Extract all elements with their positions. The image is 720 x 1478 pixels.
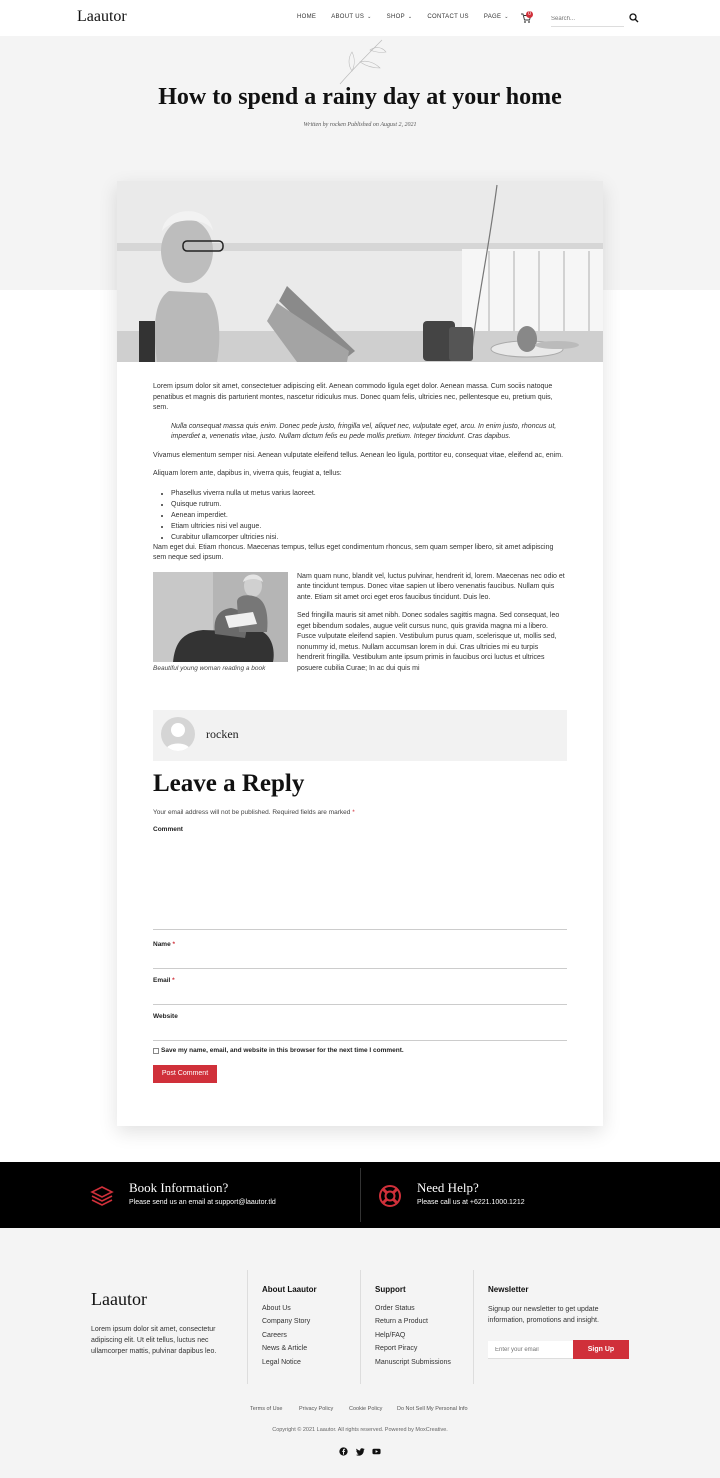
post-paragraph: Nam quam nunc, blandit vel, luctus pulvinar, hendrerit id, lorem. Maecenas nec odio et ante tincidunt tempus. Donec vitae sapien ut libero venenatis faucibus. Nullam quis ante. Etiam sit amet orci eget eros faucibus tincidunt. Duis leo. [297, 572, 565, 601]
list-item: • Aenean imperdiet. [171, 510, 567, 521]
website-label: Website [153, 1013, 178, 1020]
site-logo[interactable]: Laautor [77, 8, 127, 25]
leaf-decoration-icon [330, 38, 390, 88]
lifebuoy-icon [378, 1184, 402, 1208]
info-band [0, 1162, 720, 1228]
book-info-text: Please send us an email at support@laautor.tld [129, 1199, 276, 1206]
site-header [0, 0, 720, 36]
legal-link-terms[interactable]: Terms of Use [250, 1406, 283, 1412]
footer-about-title: About Laautor [262, 1285, 317, 1294]
footer-logo[interactable]: Laautor [91, 1289, 147, 1309]
footer-link-company-story[interactable]: Company Story [262, 1318, 311, 1325]
email-label-text: Email [153, 977, 171, 984]
footer-link-legal[interactable]: Legal Notice [262, 1359, 301, 1366]
name-field[interactable] [153, 955, 567, 969]
help-title: Need Help? [417, 1180, 479, 1195]
legal-link-privacy[interactable]: Privacy Policy [299, 1406, 334, 1412]
post-card [117, 181, 603, 1126]
nav-page-label: PAGE [483, 14, 502, 20]
author-box [153, 710, 567, 761]
post-paragraph: Aliquam lorem ante, dapibus in, viverra quis, feugiat a, tellus: [153, 470, 342, 477]
cart-count-badge: 0 [526, 11, 533, 18]
twitter-icon[interactable] [356, 1447, 365, 1456]
nav-home[interactable] [297, 14, 316, 20]
site-footer [0, 1228, 720, 1478]
post-title: How to spend a rainy day at your home [158, 84, 562, 110]
post-content [153, 382, 567, 676]
nav-home-label: HOME [297, 14, 317, 20]
nav-page[interactable] [484, 14, 509, 20]
comment-textarea[interactable] [153, 837, 567, 930]
legal-link-do-not-sell[interactable]: Do Not Sell My Personal Info [397, 1406, 468, 1412]
reply-note-text: Your email address will not be published. Required fields are marked [153, 809, 351, 816]
footer-newsletter-title: Newsletter [488, 1285, 529, 1294]
image-caption: Beautiful young woman reading a book [153, 664, 266, 672]
name-label-text: Name [153, 941, 171, 948]
post-paragraph: Nam eget dui. Etiam rhoncus. Maecenas tempus, tellus eget condimentum rhoncus, sem quam semper libero, sit amet adipiscing sem neque sed ipsum. [153, 543, 554, 561]
footer-divider [360, 1270, 361, 1384]
footer-link-return[interactable]: Return a Product [375, 1318, 428, 1325]
list-item: • Etiam ultricies nisi vel augue. [171, 521, 567, 532]
image-with-text [153, 572, 567, 676]
search-input[interactable] [551, 11, 624, 27]
list-item: • Curabitur ullamcorper ultricies nisi. [171, 532, 567, 543]
legal-link-cookie[interactable]: Cookie Policy [349, 1406, 383, 1412]
nav-contact-us-label: CONTACT US [427, 14, 469, 20]
main-nav [297, 14, 524, 20]
footer-support-title: Support [375, 1285, 406, 1294]
footer-link-manuscript[interactable]: Manuscript Submissions [375, 1359, 451, 1366]
post-meta: Written by rocken Published on August 2, 2021 [303, 122, 417, 128]
band-divider [360, 1168, 361, 1222]
facebook-icon[interactable] [339, 1447, 348, 1456]
nav-shop[interactable] [387, 14, 413, 20]
sign-up-button[interactable]: Sign Up [573, 1340, 629, 1359]
featured-image [117, 181, 603, 362]
side-text [297, 572, 567, 683]
email-label [153, 977, 175, 984]
save-info-checkbox[interactable] [153, 1048, 159, 1054]
post-list [171, 488, 567, 543]
footer-divider [247, 1270, 248, 1384]
copyright-text: Copyright © 2021 Laautor. All rights reserved. Powered by MoxCreative. [272, 1427, 448, 1433]
footer-link-help[interactable]: Help/FAQ [375, 1332, 406, 1339]
newsletter-email-input[interactable] [488, 1341, 573, 1359]
newsletter-text: Signup our newsletter to get update information, promotions and insight. [488, 1306, 599, 1324]
nav-contact-us[interactable] [427, 14, 468, 20]
nav-about-us[interactable] [331, 14, 371, 20]
comment-label: Comment [153, 826, 183, 833]
nav-about-us-label: ABOUT US [331, 14, 365, 20]
nav-shop-label: SHOP [386, 14, 405, 20]
footer-link-about-us[interactable]: About Us [262, 1305, 291, 1312]
footer-divider [473, 1270, 474, 1384]
list-item: • Phasellus viverra nulla ut metus varius laoreet. [171, 488, 567, 499]
post-paragraph: Vivamus elementum semper nisi. Aenean vulputate eleifend tellus. Aenean leo ligula, porttitor eu, consequat vitae, eleifend ac, enim. [153, 451, 564, 459]
email-field[interactable] [153, 991, 567, 1005]
avatar[interactable] [161, 717, 195, 751]
post-blockquote: Nulla consequat massa quis enim. Donec pede justo, fringilla vel, aliquet nec, vulputate eget, arcu. In enim justo, rhoncus ut, imperdiet a, venenatis vitae, justo. Nullam dictum felis eu pede mollis pretium. Integer tincidunt. Cras dapibus. [171, 422, 557, 440]
reply-title: Leave a Reply [153, 770, 305, 797]
books-stack-icon [90, 1184, 114, 1208]
inline-image [153, 572, 288, 662]
footer-link-piracy[interactable]: Report Piracy [375, 1345, 418, 1352]
save-info-label: Save my name, email, and website in this browser for the next time I comment. [161, 1047, 404, 1054]
book-info-title: Book Information? [129, 1180, 229, 1195]
save-info-row [153, 1047, 404, 1054]
youtube-icon[interactable] [372, 1447, 381, 1456]
chevron-down-icon: ⌄ [367, 14, 372, 20]
author-name[interactable]: rocken [206, 727, 239, 741]
footer-link-order-status[interactable]: Order Status [375, 1305, 415, 1312]
chevron-down-icon: ⌄ [504, 14, 509, 20]
post-comment-button[interactable]: Post Comment [153, 1065, 217, 1083]
website-field[interactable] [153, 1027, 567, 1041]
footer-about-text: Lorem ipsum dolor sit amet, consectetur adipiscing elit. Ut elit tellus, luctus nec ullamcorper mattis, pulvinar dapibus leo. [91, 1326, 217, 1355]
footer-link-careers[interactable]: Careers [262, 1332, 287, 1339]
chevron-down-icon: ⌄ [407, 14, 413, 20]
required-mark: * [352, 809, 355, 816]
post-paragraph: Lorem ipsum dolor sit amet, consectetuer adipiscing elit. Aenean commodo ligula eget dolor. Aenean massa. Cum sociis natoque penatibus et magnis dis parturient montes, nascetur ridiculus mus. Donec quam felis, ultricies nec, pellentesque eu, pretium quis, sem. [153, 383, 553, 411]
required-mark: * [172, 977, 175, 984]
list-item: • Quisque rutrum. [171, 499, 567, 510]
help-text: Please call us at +6221.1000.1212 [417, 1199, 525, 1206]
footer-link-news[interactable]: News & Article [262, 1345, 308, 1352]
reply-note [153, 809, 355, 816]
search-icon[interactable] [629, 13, 639, 23]
post-paragraph: Sed fringilla mauris sit amet nibh. Donec sodales sagittis magna. Sed consequat, leo eget bibendum sodales, augue velit cursus nunc, quis gravida magna mi a libero. Fusce vulputate eleifend sapien. Vestibulum purus quam, scelerisque ut, mollis sed, nonummy id, metus. Nullam accumsan lorem in dui. Cras ultricies mi eu turpis hendrerit fringilla. Vestibulum ante ipsum primis in faucibus orci luctus et ultrices posuere cubilia Curae; In ac dui quis mi [297, 612, 560, 672]
required-mark: * [172, 941, 176, 948]
name-label [153, 941, 175, 948]
